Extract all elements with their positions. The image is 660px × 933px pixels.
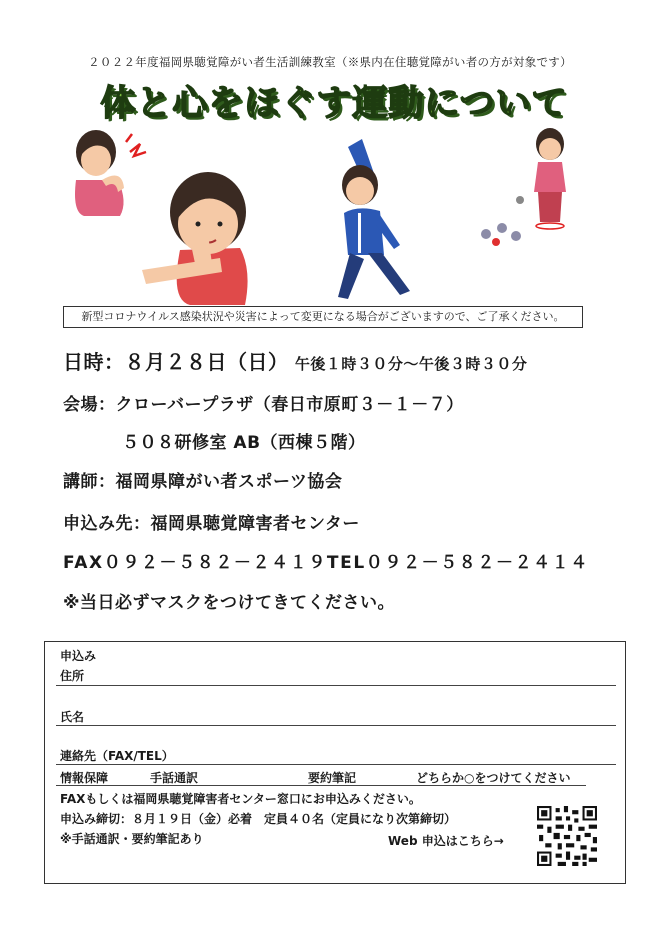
side-stretch-illustration xyxy=(318,135,428,305)
support-underline xyxy=(56,785,586,786)
shoulder-pain-illustration xyxy=(62,122,152,217)
qr-code-icon[interactable] xyxy=(537,806,597,866)
sign-language-option[interactable]: 手話通訳 xyxy=(150,771,199,785)
arm-stretch-illustration xyxy=(140,160,260,305)
boccia-illustration xyxy=(470,122,590,252)
datetime-line xyxy=(63,346,527,375)
mask-notice: ※当日必ずマスクをつけてきてください。 xyxy=(63,593,396,613)
fax-tel-line: FAX０９２－５８２－２４１９TEL０９２－５８２－２４１４ xyxy=(63,553,589,573)
event-title: 体と心をほぐす運動について xyxy=(100,84,568,124)
datetime-time: 午後１時３０分～午後３時３０分 xyxy=(294,355,528,373)
summary-writing-option[interactable]: 要約筆記 xyxy=(308,771,357,785)
notice-box: 新型コロナウイルス感染状況や災害によって変更になる場合がございますので、ご了承ください。 xyxy=(63,306,583,328)
provided-note: ※手話通訳・要約筆記あり xyxy=(60,832,204,846)
event-subtitle: ２０２２年度福岡県聴覚障がい者生活訓練教室（※県内在住聴覚障がい者の方が対象です） xyxy=(88,55,572,69)
datetime-main: 日時：８月２８日（日） xyxy=(63,350,289,374)
apply-note: FAXもしくは福岡県聴覚障害者センター窓口にお申込みください。 xyxy=(60,792,421,806)
form-heading: 申込み xyxy=(60,649,97,663)
venue-line1: 会場：クローバープラザ（春日市原町３－１－７） xyxy=(63,395,464,415)
contact-label: 連絡先（FAX/TEL） xyxy=(60,749,174,763)
support-label: 情報保障 xyxy=(60,771,109,785)
address-field[interactable] xyxy=(56,685,616,686)
choose-note: どちらか○をつけてください xyxy=(416,771,571,785)
deadline-line: 申込み締切：８月１９日（金）必着 定員４０名（定員になり次第締切） xyxy=(60,812,457,826)
web-apply-link[interactable]: Web 申込はこちら→ xyxy=(388,834,504,848)
address-label: 住所 xyxy=(60,669,85,683)
contact-line: 申込み先：福岡県聴覚障害者センター xyxy=(63,514,360,534)
lecturer-line: 講師：福岡県障がい者スポーツ協会 xyxy=(63,472,343,492)
venue-line2: ５０８研修室 AB（西棟５階） xyxy=(122,433,366,453)
contact-field[interactable] xyxy=(56,764,616,765)
name-field[interactable] xyxy=(56,725,616,726)
name-label: 氏名 xyxy=(60,710,85,724)
